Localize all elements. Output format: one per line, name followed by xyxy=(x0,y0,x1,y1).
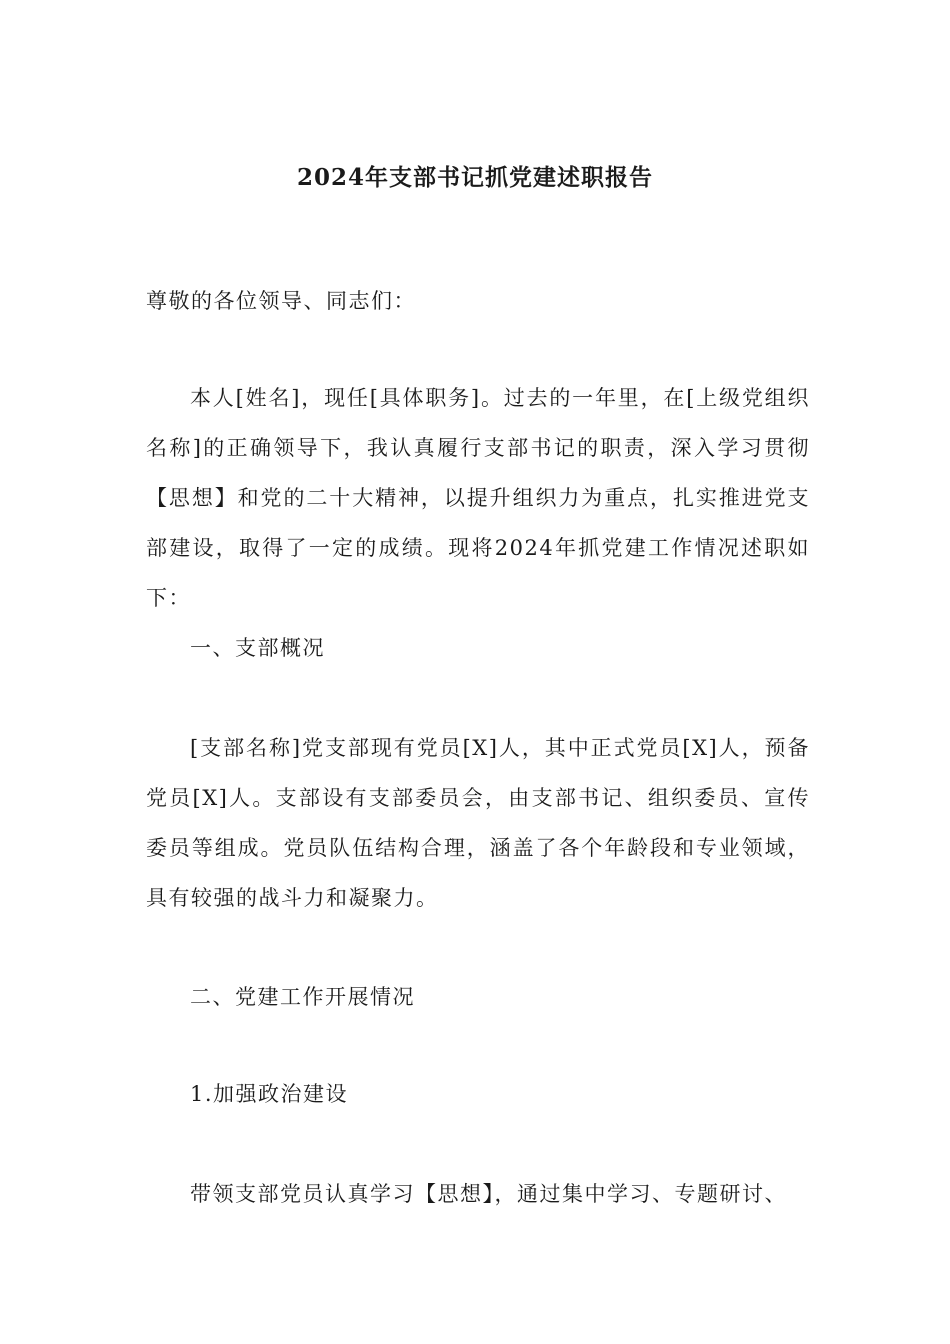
subsection-political-paragraph: 带领支部党员认真学习【思想】，通过集中学习、专题研讨、 xyxy=(190,1182,787,1206)
intro-paragraph: 本人[姓名]，现任[具体职务]。过去的一年里，在[上级党组织名称]的正确领导下，我认真履行支部书记的职责，深入学习贯彻【思想】和党的二十大精神，以提升组织力为重点，扎实推进党支部建设，取得了一定的成绩。现将2024年抓党建工作情况述职如下： xyxy=(146,386,810,610)
subsection-heading-political: 1.加强政治建设 xyxy=(190,1082,349,1106)
section-heading-overview: 一、支部概况 xyxy=(190,636,325,660)
document-title: 2024年支部书记抓党建述职报告 xyxy=(296,164,653,191)
section-heading-work: 二、党建工作开展情况 xyxy=(190,985,415,1009)
section-overview-paragraph: [支部名称]党支部现有党员[X]人，其中正式党员[X]人，预备党员[X]人。支部设有支部委员会，由支部书记、组织委员、宣传委员等组成。党员队伍结构合理，涵盖了各个年龄段和专业领域，具有较强的战斗力和凝聚力。 xyxy=(146,736,810,910)
salutation: 尊敬的各位领导、同志们： xyxy=(146,289,416,313)
